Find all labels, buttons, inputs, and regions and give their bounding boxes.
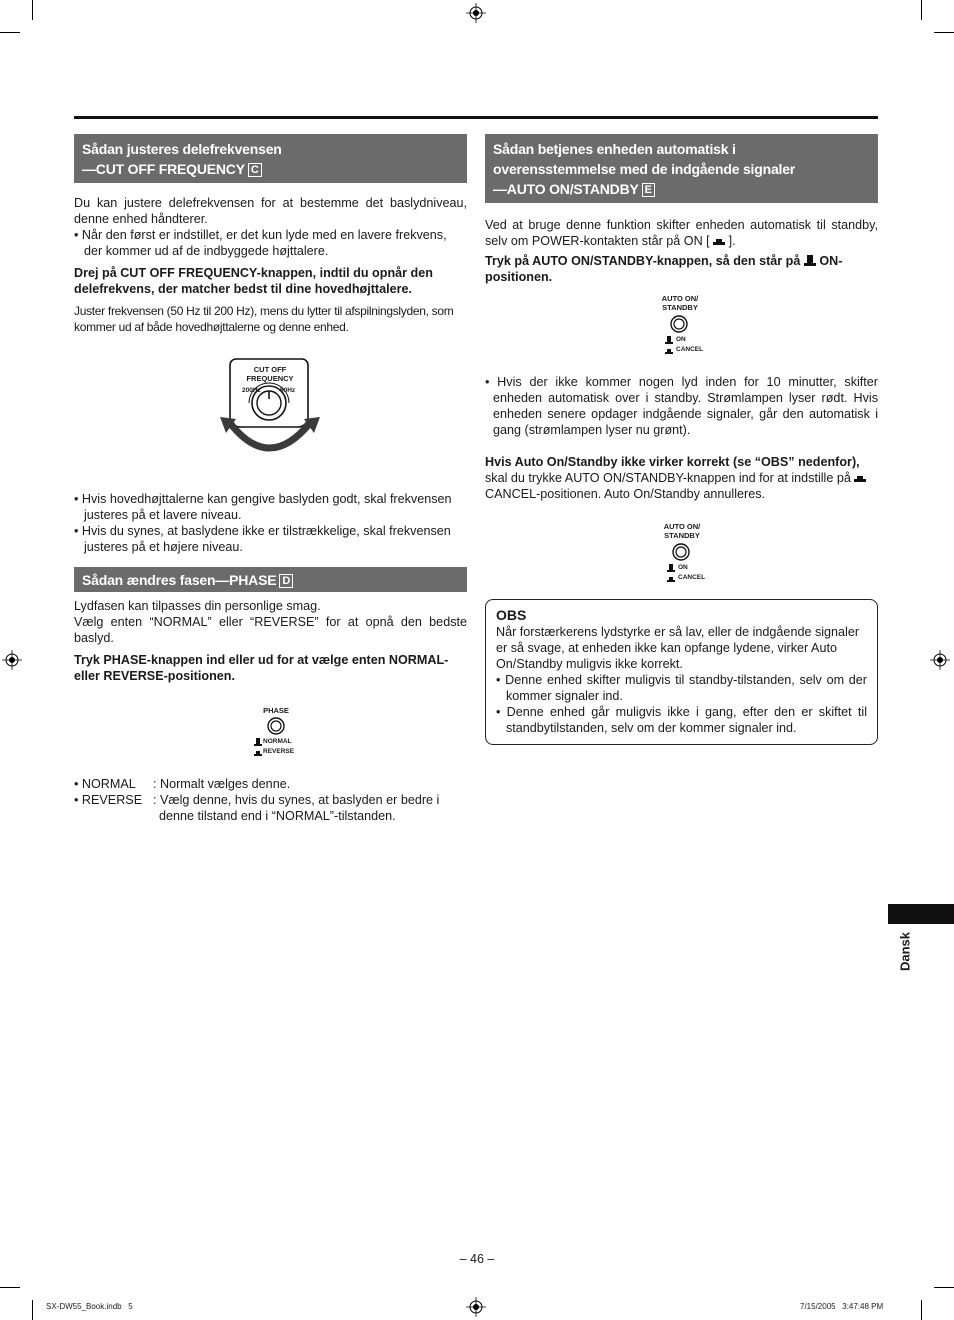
phase-option-reverse: • REVERSE : Vælg denne, hvis du synes, at baslyden er bedre i denne tilstand end i “NORMAL”-tilstanden. xyxy=(74,793,440,823)
language-tab xyxy=(888,904,954,924)
cutoff-intro: Du kan justere delefrekvensen for at bestemme det baslydniveau, denne enhed håndterer. xyxy=(74,196,467,226)
footer-filename: SX-DW55_Book.indb 5 xyxy=(46,1302,133,1311)
auto-button-figure: AUTO ON/ STANDBY ON CANCEL xyxy=(661,294,704,353)
crop-mark xyxy=(32,0,33,20)
phase-heading: Sådan ændres fasen—PHASE D xyxy=(74,567,467,592)
obs-bullet: • Denne enhed går muligvis ikke i gang, efter den er skiftet til standbytilstanden, selv om der kommer signaler ind. xyxy=(496,705,867,735)
obs-box xyxy=(485,599,878,745)
crop-mark xyxy=(934,32,954,33)
footer-timestamp: 7/15/2005 3:47:48 PM xyxy=(800,1302,884,1311)
phase-instruction: Tryk PHASE-knappen ind eller ud for at vælge enten NORMAL- eller REVERSE-positionen. xyxy=(74,653,449,683)
obs-bullet: • Denne enhed skifter muligvis til standby-tilstanden, selv om der kommer signaler ind. xyxy=(496,673,867,703)
cutoff-note: Juster frekvensen (50 Hz til 200 Hz), mens du lytter til afspilningslyden, som kommer ud af både hovedhøjttalerne og denne enhed. xyxy=(74,304,454,334)
crop-mark xyxy=(0,1287,20,1288)
registration-mark-icon xyxy=(930,650,950,670)
phase-option-normal: • NORMAL : Normalt vælges denne. xyxy=(74,777,291,791)
registration-mark-icon xyxy=(466,3,486,23)
crop-mark xyxy=(32,1300,33,1320)
registration-mark-icon xyxy=(2,650,22,670)
cutoff-tip: • Hvis hovedhøjttalerne kan gengive baslyden godt, skal frekvensen justeres på et lavere niveau. xyxy=(74,492,452,522)
auto-standby-heading: Sådan betjenes enheden automatisk i overensstemmelse med de indgående signaler —AUTO ON/STANDBY E xyxy=(485,134,878,203)
auto-intro: Ved at bruge denne funktion skifter enheden automatisk til standby, selv om POWER-kontakten står på ON [ ]. xyxy=(485,218,878,248)
top-rule xyxy=(74,116,878,119)
cutoff-tip: • Hvis du synes, at baslydene ikke er tilstrækkelige, skal frekvensen justeres på et højere niveau. xyxy=(74,524,451,554)
page-number: – 46 – xyxy=(459,1252,495,1266)
push-button-icon xyxy=(671,542,691,562)
section-badge: D xyxy=(279,574,293,588)
right-column xyxy=(485,134,878,745)
switch-in-icon xyxy=(713,236,725,245)
push-button-icon xyxy=(669,314,689,334)
auto-trouble-text: skal du trykke AUTO ON/STANDBY-knappen ind for at indstille på CANCEL-positionen. Auto On/Standby annulleres. xyxy=(485,470,878,502)
registration-mark-icon xyxy=(466,1297,486,1317)
switch-in-icon xyxy=(854,473,866,482)
switch-out-icon xyxy=(804,255,816,266)
switch-in-icon xyxy=(667,574,675,582)
switch-in-icon xyxy=(254,748,262,756)
section-badge: C xyxy=(248,163,262,177)
switch-out-icon xyxy=(667,564,675,572)
phase-line: Vælg enten “NORMAL” eller “REVERSE” for at opnå den bedste baslyd. xyxy=(74,615,467,645)
cutoff-heading: Sådan justeres delefrekvensen —CUT OFF FREQUENCY C xyxy=(74,134,467,183)
switch-in-icon xyxy=(665,346,673,354)
push-button-icon xyxy=(266,716,286,736)
language-label: Dansk xyxy=(897,931,913,972)
left-column xyxy=(74,134,467,824)
phase-line: Lydfasen kan tilpasses din personlige smag. xyxy=(74,599,321,613)
crop-mark xyxy=(921,1300,922,1320)
crop-mark xyxy=(934,1287,954,1288)
switch-out-icon xyxy=(665,336,673,344)
auto-bullet: • Hvis der ikke kommer nogen lyd inden for 10 minutter, skifter enheden automatisk over i standby. Strømlampen lyser rødt. Hvis enheden senere opdager indgående signaler, går den automatisk i gang (strømlampen lyser nu grønt). xyxy=(485,375,878,437)
cutoff-instruction: Drej på CUT OFF FREQUENCY-knappen, indtil du opnår den delefrekvens, der matcher bedst til dine hovedhøjttalere. xyxy=(74,266,433,296)
auto-button-figure: AUTO ON/ STANDBY ON CANCEL xyxy=(663,522,706,581)
obs-title: OBS xyxy=(496,607,527,623)
crop-mark xyxy=(0,32,20,33)
phase-button-figure: PHASE NORMAL REVERSE xyxy=(74,692,467,770)
switch-out-icon xyxy=(254,738,262,746)
auto-trouble-heading: Hvis Auto On/Standby ikke virker korrekt (se “OBS” nedenfor), xyxy=(485,455,860,469)
crop-mark xyxy=(921,0,922,20)
cutoff-bullet: • Når den først er indstillet, er det kun lyde med en lavere frekvens, der kommer ud af de indbyggede højttalere. xyxy=(74,228,447,258)
section-badge: E xyxy=(642,183,655,197)
obs-text: Når forstærkerens lydstyrke er så lav, eller de indgående signaler er så svage, at enheden ikke kan opfange lydene, virker Auto On/Standby muligvis ikke korrekt. xyxy=(496,625,860,671)
auto-instruction: Tryk på AUTO ON/STANDBY-knappen, så den står på ON-positionen. xyxy=(485,254,843,284)
cutoff-dial-figure: CUT OFF FREQUENCY 200Hz 50Hz xyxy=(74,353,467,485)
